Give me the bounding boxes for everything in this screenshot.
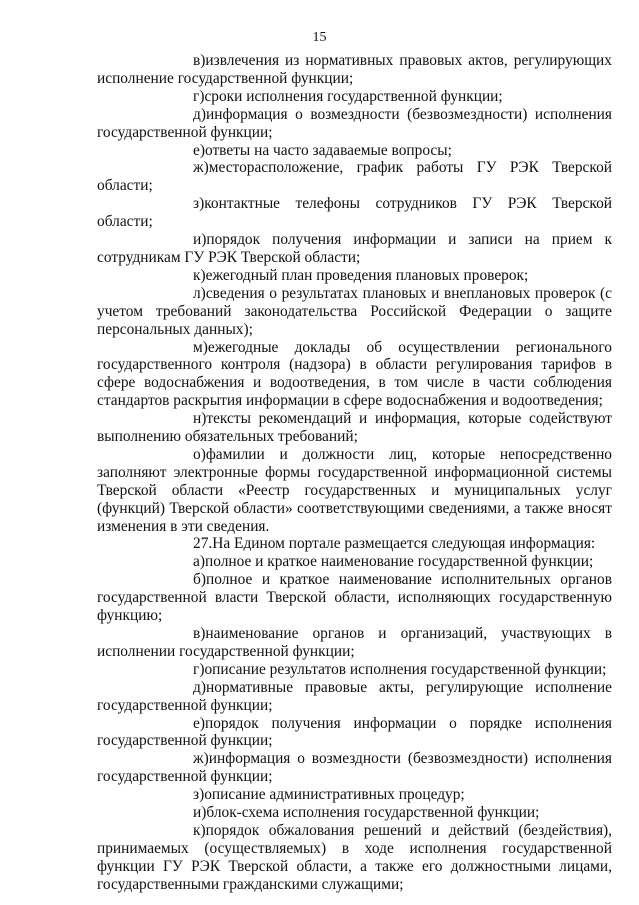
list-marker: л): [193, 284, 206, 302]
list-marker: е): [193, 141, 205, 159]
list-item: [97, 446, 612, 536]
list-item: [97, 231, 612, 267]
list-item: [97, 267, 612, 285]
list-item: [97, 88, 612, 106]
list-item: [97, 679, 612, 715]
list-item-text: полное и краткое наименование государственной функции;: [204, 553, 594, 571]
list-marker: з): [193, 195, 205, 213]
list-item: [97, 661, 612, 679]
section-text: На Едином портале размещается следующая информация:: [212, 535, 596, 553]
list-marker: д): [193, 105, 206, 123]
list-item: [97, 715, 612, 751]
list-item-text: блок-схема исполнения государственной функции;: [206, 804, 540, 822]
list-marker: б): [193, 571, 206, 589]
list-item-text: порядок обжалования решений и действий (бездействия), принимаемых (осуществляемых) в ходе исполнения государственной функции ГУ РЭК Тверской области, а также его должностными лицами, государственными гражданскими служащими;: [97, 821, 612, 893]
list-item-text: ежегодный план проведения плановых проверок;: [205, 266, 529, 284]
list-item-text: наименование органов и организаций, участвующих в исполнении государственной функции;: [97, 625, 612, 660]
list-marker: и): [193, 804, 207, 822]
page-number: 15: [312, 30, 327, 45]
list-marker: к): [193, 266, 206, 284]
list-item-text: информация о возмездности (безвозмездности) исполнения государственной функции;: [97, 105, 612, 141]
list-marker: н): [193, 410, 207, 428]
list-item-text: описание результатов исполнения государственной функции;: [204, 660, 607, 678]
list-marker: з): [193, 786, 205, 804]
list-item-text: тексты рекомендаций и информация, которые содействуют выполнению обязательных требований;: [97, 410, 612, 446]
list-item: [97, 410, 612, 446]
list-marker: в): [193, 52, 206, 69]
list-item-text: полное и краткое наименование исполнительных органов государственной власти Тверской области, исполняющих государственную функцию;: [97, 571, 612, 625]
list-item-text: сроки исполнения государственной функции;: [204, 87, 503, 105]
list-marker: д): [193, 678, 206, 696]
list-item: [97, 822, 612, 894]
list-item-text: нормативные правовые акты, регулирующие исполнение государственной функции;: [97, 678, 612, 714]
list-item-text: ежегодные доклады об осуществлении регионального государственного контроля (надзора) в области регулирования тарифов в сфере водоснабжения и водоотведения, в том числе в части соблюдения стандартов раскрытия информации в сфере водоснабжения и водоотведения;: [97, 338, 612, 410]
list-marker: ж): [193, 159, 209, 177]
list-item-text: информация о возмездности (безвозмездности) исполнения государственной функции;: [97, 750, 612, 786]
list-marker: м): [193, 338, 208, 356]
list-item-text: месторасположение, график работы ГУ РЭК Тверской области;: [97, 159, 612, 195]
list-item: [97, 142, 612, 160]
list-item: [97, 625, 612, 661]
list-item: [97, 804, 612, 822]
list-item-text: фамилии и должности лиц, которые непосредственно заполняют электронные формы государственной информационной системы Тверской области «Реестр государственных и муниципальных услуг (функций) Тверской области» соответствующими сведениями, а также вносят изменения в эти сведения.: [97, 445, 612, 535]
list-item-text: извлечения из нормативных правовых актов, регулирующих исполнение государственной функции;: [97, 52, 612, 87]
section-number: 27.: [193, 535, 213, 553]
list-marker: в): [193, 625, 206, 642]
list-item: [97, 786, 612, 804]
list-item: [97, 339, 612, 411]
document-body: [97, 52, 612, 894]
list-marker: а): [193, 553, 205, 571]
list-item-text: ответы на часто задаваемые вопросы;: [204, 141, 452, 159]
list-item: [97, 553, 612, 571]
list-item: [97, 159, 612, 195]
list-marker: ж): [193, 750, 209, 768]
section-paragraph: [97, 535, 612, 553]
list-marker: и): [193, 231, 207, 249]
list-marker: к): [193, 821, 206, 839]
list-item-text: контактные телефоны сотрудников ГУ РЭК Тверской области;: [97, 195, 612, 231]
list-marker: г): [193, 660, 205, 678]
list-item: [97, 52, 612, 88]
list-marker: е): [193, 714, 205, 732]
list-item-text: порядок получения информации о порядке исполнения государственной функции;: [97, 714, 612, 750]
list-item: [97, 106, 612, 142]
list-item-text: описание административных процедур;: [204, 786, 465, 804]
list-marker: о): [193, 445, 206, 463]
list-item: [97, 571, 612, 625]
list-item: [97, 285, 612, 339]
list-marker: г): [193, 87, 205, 105]
list-item-text: сведения о результатах плановых и внеплановых проверок (с учетом требований законодательства Российской Федерации о защите персональных данных);: [97, 284, 612, 338]
list-item-text: порядок получения информации и записи на прием к сотрудникам ГУ РЭК Тверской области;: [97, 231, 612, 266]
list-item: [97, 750, 612, 786]
list-item: [97, 195, 612, 231]
